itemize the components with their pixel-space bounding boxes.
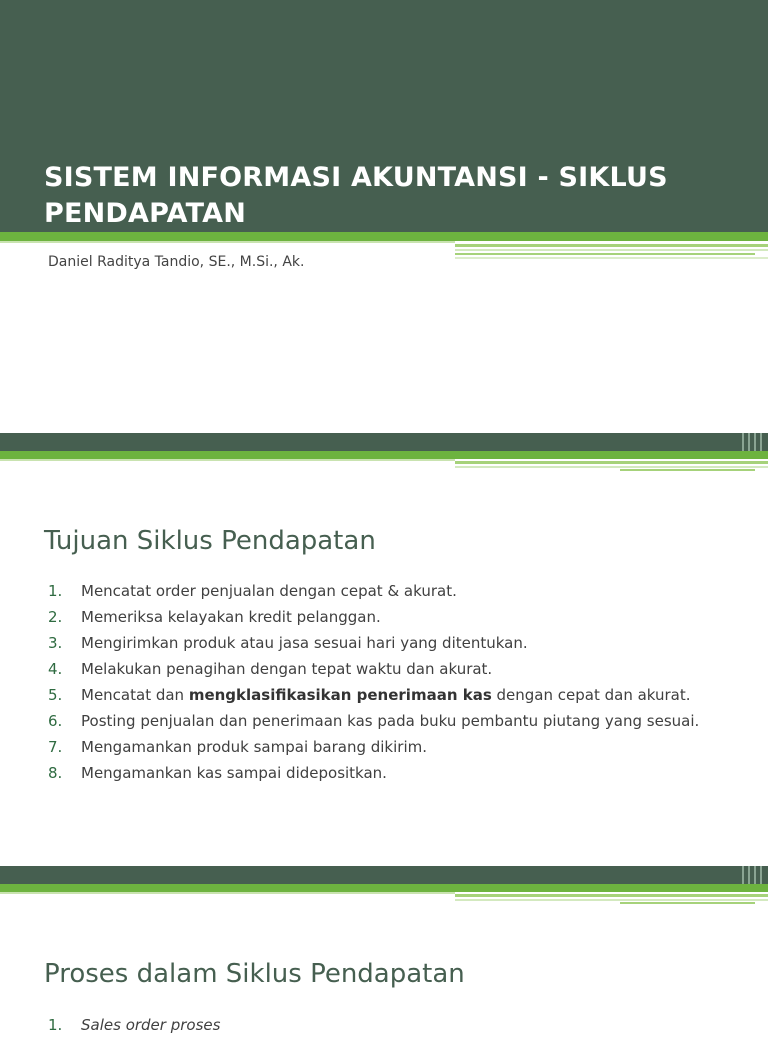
list-number: 6. — [48, 712, 63, 730]
list-text-bold: mengklasifikasikan penerimaan kas — [188, 686, 492, 704]
list-number: 4. — [48, 660, 63, 678]
list-item — [48, 604, 718, 630]
list-number: 1. — [48, 1016, 63, 1034]
list-text: Mencatat order penjualan dengan cepat & akurat. — [81, 582, 457, 600]
list-text: Memeriksa kelayakan kredit pelanggan. — [81, 608, 381, 626]
process-list — [48, 1012, 220, 1038]
list-text-part: dengan cepat dan akurat. — [491, 686, 691, 704]
list-text: Posting penjualan dan penerimaan kas pada buku pembantu piutang yang sesuai. — [81, 712, 700, 730]
list-item — [48, 708, 718, 734]
presentation-title: SISTEM INFORMASI AKUNTANSI - SIKLUS PENDAPATAN — [44, 162, 668, 229]
list-text: Melakukan penagihan dengan tepat waktu dan akurat. — [81, 660, 493, 678]
list-text: Mengamankan produk sampai barang dikirim. — [81, 738, 428, 756]
slide-heading: Proses dalam Siklus Pendapatan — [44, 959, 465, 989]
list-number: 7. — [48, 738, 63, 756]
list-text: Mengirimkan produk atau jasa sesuai hari yang ditentukan. — [81, 634, 528, 652]
list-number: 1. — [48, 582, 63, 600]
list-item — [48, 734, 718, 760]
list-item — [48, 760, 718, 786]
slide-heading: Tujuan Siklus Pendapatan — [44, 526, 376, 556]
list-number: 8. — [48, 764, 63, 782]
list-number: 3. — [48, 634, 63, 652]
list-number: 5. — [48, 686, 63, 704]
list-number: 2. — [48, 608, 63, 626]
list-text: Mengamankan kas sampai didepositkan. — [81, 764, 387, 782]
author-name: Daniel Raditya Tandio, SE., M.Si., Ak. — [48, 254, 305, 270]
list-item — [48, 682, 718, 708]
list-item — [48, 656, 718, 682]
objectives-list — [48, 578, 718, 786]
list-text — [81, 682, 718, 708]
list-item — [48, 1012, 220, 1038]
list-item — [48, 578, 718, 604]
list-text: Sales order proses — [81, 1016, 221, 1034]
list-text-part: Mencatat dan — [81, 686, 189, 704]
list-item — [48, 630, 718, 656]
